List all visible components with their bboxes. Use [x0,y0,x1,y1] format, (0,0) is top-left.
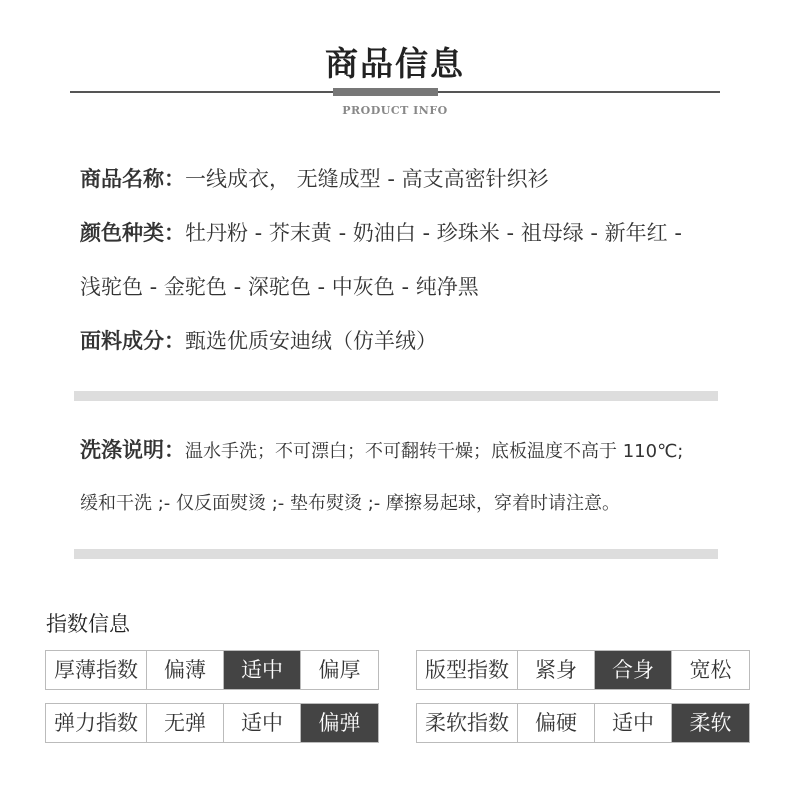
index-option: 偏薄 [147,651,224,689]
wash-label: 洗涤说明： [80,438,185,462]
page-subtitle: PRODUCT INFO [342,104,448,117]
index-name: 柔软指数 [417,704,518,742]
index-option-selected: 柔软 [672,704,749,742]
section-divider [74,391,718,401]
index-table [45,650,379,690]
index-table [416,703,750,743]
info-value: 浅驼色 - 金驼色 - 深驼色 - 中灰色 - 纯净黑 [80,275,479,299]
info-label: 面料成分： [80,329,185,353]
info-label: 颜色种类： [80,221,185,245]
info-colors [80,217,682,247]
index-option: 偏厚 [301,651,378,689]
info-material [80,325,437,355]
info-value: 牡丹粉 - 芥末黄 - 奶油白 - 珍珠米 - 祖母绿 - 新年红 - [185,221,682,245]
info-colors-cont [80,271,479,301]
index-section-title: 指数信息 [46,612,130,636]
index-name: 厚薄指数 [46,651,147,689]
index-option: 适中 [224,704,301,742]
index-option: 适中 [595,704,672,742]
wash-line-1: 温水手洗；不可漂白；不可翻转干燥；底板温度不高于 110℃; [185,441,684,462]
index-name: 弹力指数 [46,704,147,742]
info-value: 甄选优质安迪绒（仿羊绒） [185,329,437,353]
index-option: 宽松 [672,651,749,689]
index-option: 无弹 [147,704,224,742]
info-label: 商品名称： [80,167,185,191]
wash-instructions [80,434,683,464]
index-option-selected: 合身 [595,651,672,689]
info-value: 一线成衣， 无缝成型 - 高支高密针织衫 [185,167,549,191]
section-divider [74,549,718,559]
wash-instructions-cont [80,489,620,515]
index-option: 偏硬 [518,704,595,742]
index-name: 版型指数 [417,651,518,689]
wash-line-2: 缓和干洗 ;- 仅反面熨烫 ;- 垫布熨烫 ;- 摩擦易起球，穿着时请注意。 [80,493,621,514]
index-option: 紧身 [518,651,595,689]
page-title: 商品信息 [325,44,465,83]
index-option-selected: 适中 [224,651,301,689]
info-product-name [80,163,549,193]
index-table [416,650,750,690]
index-option-selected: 偏弹 [301,704,378,742]
title-accent-bar [333,88,438,96]
index-table [45,703,379,743]
